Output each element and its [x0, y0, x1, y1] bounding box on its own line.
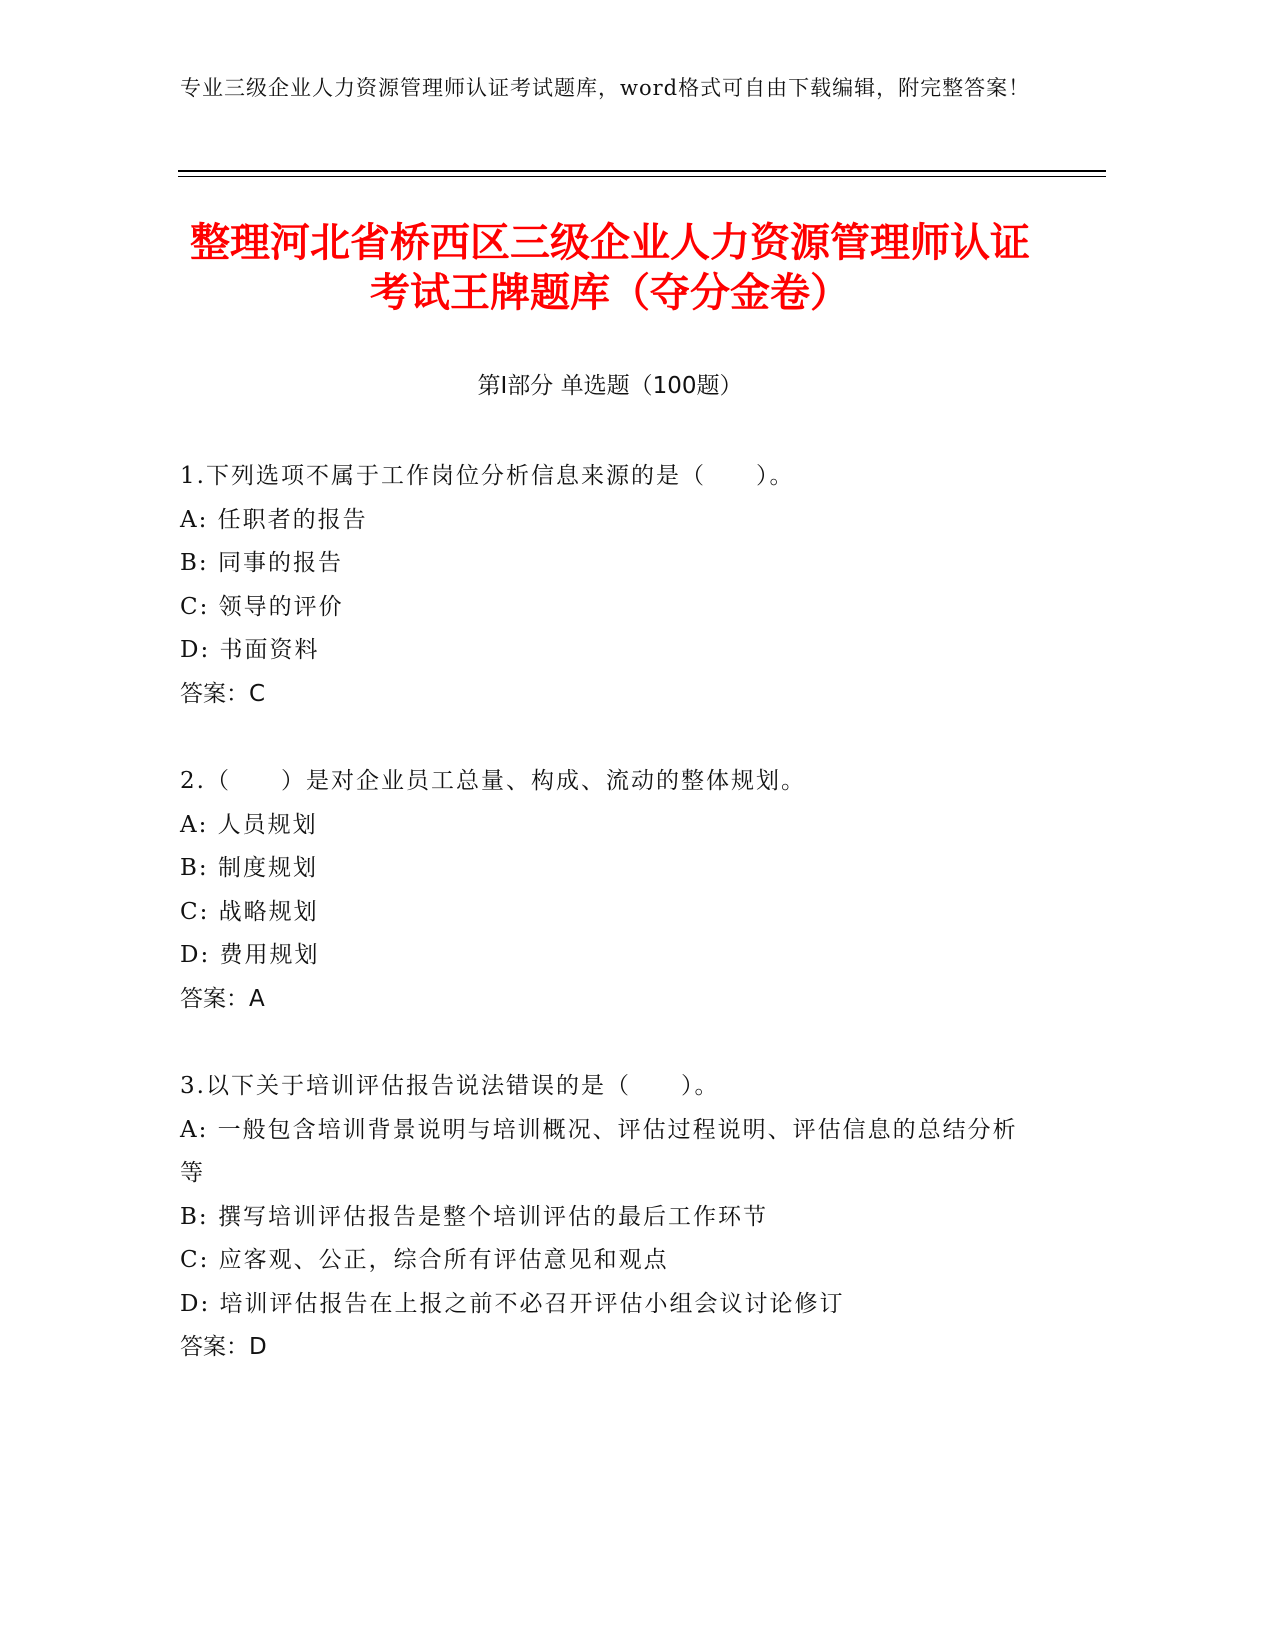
- option-b: B: 撰写培训评估报告是整个培训评估的最后工作环节: [180, 1203, 768, 1230]
- option-b: B: 制度规划: [180, 855, 318, 881]
- option-d: D: 培训评估报告在上报之前不必召开评估小组会议讨论修订: [180, 1290, 845, 1317]
- header-note: 专业三级企业人力资源管理师认证考试题库，word格式可自由下载编辑，附完整答案！: [180, 76, 1031, 100]
- question-stem: 3.以下关于培训评估报告说法错误的是（ ）。: [180, 1073, 720, 1099]
- answer: 答案：A: [180, 985, 265, 1012]
- question-1: [180, 455, 1030, 716]
- answer: 答案：C: [180, 680, 266, 707]
- question-stem: 1.下列选项不属于工作岗位分析信息来源的是（ ）。: [180, 463, 795, 489]
- option-a: A: 人员规划: [180, 811, 318, 838]
- option-c: C: 战略规划: [180, 898, 319, 925]
- option-d: D: 费用规划: [180, 942, 320, 968]
- option-d: D: 书面资料: [180, 637, 320, 663]
- header-divider-thin: [178, 176, 1106, 177]
- document-title: 整理河北省桥西区三级企业人力资源管理师认证考试王牌题库（夺分金卷）: [190, 220, 1030, 316]
- question-list: [180, 455, 1030, 1414]
- header-divider-thick: [178, 170, 1106, 172]
- option-b: B: 同事的报告: [180, 550, 343, 576]
- question-3: [180, 1065, 1030, 1370]
- option-c: C: 领导的评价: [180, 593, 344, 620]
- answer: 答案：D: [180, 1334, 267, 1360]
- question-stem: 2.（ ）是对企业员工总量、构成、流动的整体规划。: [180, 768, 806, 794]
- option-a: A: 一般包含培训背景说明与培训概况、评估过程说明、评估信息的总结分析等: [180, 1116, 1018, 1186]
- option-c: C: 应客观、公正，综合所有评估意见和观点: [180, 1247, 669, 1273]
- question-2: [180, 760, 1030, 1021]
- option-a: A: 任职者的报告: [180, 506, 368, 533]
- section-heading: 第I部分 单选题（100题）: [477, 373, 743, 399]
